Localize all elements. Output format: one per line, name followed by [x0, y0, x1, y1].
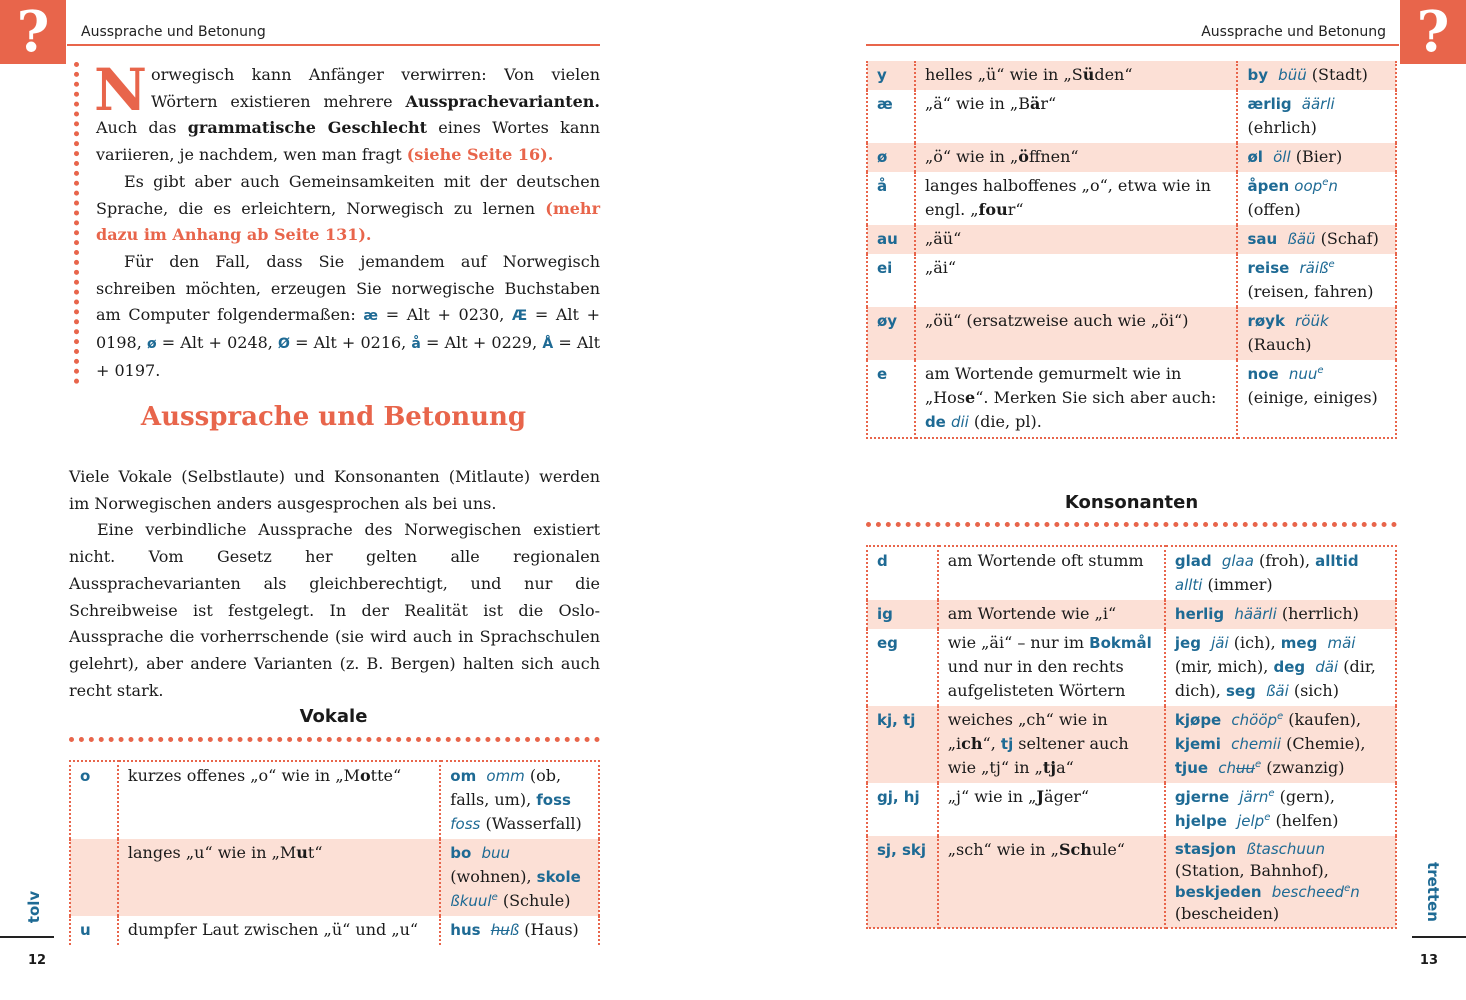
table-row	[867, 360, 1396, 438]
letter-cell: d	[867, 546, 938, 600]
table-row	[867, 172, 1396, 225]
example-cell: glad glaa (froh), alltid allti (immer)	[1165, 546, 1396, 600]
example-cell: øl öll (Bier)	[1237, 143, 1396, 172]
letter-cell: æ	[867, 90, 915, 143]
intro-box	[74, 56, 601, 384]
intro-text: Es gibt aber auch Gemeinsamkeiten mit der deutschen Sprache, die es erleichtern, Norwegisch zu lernen	[96, 171, 600, 218]
dotted-rule	[866, 522, 1397, 528]
page-reference: (mehr dazu im Anhang ab Seite 131).	[96, 198, 600, 245]
description-cell: langes „u“ wie in „Mut“	[118, 839, 440, 916]
intro-text: Für den Fall, dass Sie jemandem auf Norwegisch schreiben möchten, erzeugen Sie norwegische Buchstaben am Computer folgendermaßen:	[96, 251, 600, 325]
example-cell: stasjon ßtaschuun (Station, Bahnhof), beskjeden bescheed$^e$n (bescheiden)	[1165, 836, 1396, 928]
vowel-table	[69, 760, 600, 945]
description-cell: kurzes offenes „o“ wie in „Motte“	[118, 761, 440, 839]
letter-cell: kj, tj	[867, 706, 938, 783]
norwegian-letter: Å	[542, 336, 554, 353]
description-cell: „äi“	[915, 254, 1238, 307]
paragraph: Viele Vokale (Selbstlaute) und Konsonanten (Mitlaute) werden im Norwegischen anders ausgesprochen als bei uns.	[69, 467, 600, 513]
letter-cell: o	[70, 761, 118, 839]
header-rule	[67, 44, 600, 46]
table-row	[867, 254, 1396, 307]
description-cell: weiches „ch“ wie in „ich“, tj seltener auch wie „tj“ in „tja“	[938, 706, 1165, 783]
description-cell: langes halboffenes „o“, etwa wie in engl. „four“	[915, 172, 1238, 225]
description-cell: „j“ wie in „Jäger“	[938, 783, 1165, 836]
norwegian-letter: ø	[146, 336, 157, 353]
page-reference: (siehe Seite 16).	[406, 145, 554, 165]
letter-cell: ig	[867, 600, 938, 629]
example-cell: åpen oop$^e$n (offen)	[1237, 172, 1396, 225]
letter-cell: e	[867, 360, 915, 438]
example-cell: gjerne järn$^e$ (gern), hjelpe jelp$^e$ (helfen)	[1165, 783, 1396, 836]
page-word-right: tretten	[1424, 862, 1442, 922]
description-cell: „öü“ (ersatzweise auch wie „öi“)	[915, 307, 1238, 360]
letter-cell: å	[867, 172, 915, 225]
example-cell: herlig häärli (herrlich)	[1165, 600, 1396, 629]
alt-code: = Alt + 0198,	[96, 305, 601, 353]
description-cell: dumpfer Laut zwischen „ü“ und „u“	[118, 916, 440, 945]
letter-cell: sj, skj	[867, 836, 938, 928]
example-cell: hus huß (Haus)	[440, 916, 599, 945]
example-cell: reise räiß$^e$ (reisen, fahren)	[1237, 254, 1396, 307]
table-row	[867, 90, 1396, 143]
vokale-title: Vokale	[299, 706, 368, 727]
description-cell: „äü“	[915, 225, 1238, 254]
konsonanten-title: Konsonanten	[1064, 492, 1199, 513]
page-number-right: 13	[1419, 953, 1438, 968]
page-number-left: 12	[28, 953, 47, 968]
example-cell: bo buu (wohnen), skole ßkuul$^e$ (Schule)	[440, 839, 599, 916]
page-word-left: tolv	[25, 890, 43, 924]
question-icon: ?	[1400, 0, 1466, 64]
norwegian-letter: å	[411, 336, 421, 353]
norwegian-letter: Æ	[511, 308, 528, 325]
alt-code: = Alt + 0197.	[96, 333, 600, 380]
intro-text: eines Wortes kann variieren, je nachdem, wen man fragt	[96, 118, 600, 165]
description-cell: helles „ü“ wie in „Süden“	[915, 61, 1238, 90]
letter-cell: y	[867, 61, 915, 90]
table-row	[70, 916, 599, 945]
vowel-table-continued	[866, 61, 1397, 439]
footer-rule	[1412, 936, 1466, 938]
letter-cell: ø	[867, 143, 915, 172]
table-row	[867, 143, 1396, 172]
intro-bold: Aussprachevarianten.	[405, 91, 600, 111]
norwegian-letter: Ø	[278, 336, 290, 353]
letter-cell: u	[70, 916, 118, 945]
header-rule	[866, 44, 1399, 46]
running-head-left: Aussprache und Betonung	[81, 24, 266, 40]
intro-bold: grammatische Geschlecht	[187, 118, 427, 138]
example-cell: røyk röük (Rauch)	[1237, 307, 1396, 360]
running-head-right: Aussprache und Betonung	[1201, 24, 1386, 40]
letter-cell: eg	[867, 629, 938, 706]
table-row	[867, 836, 1396, 928]
letter-cell: ei	[867, 254, 915, 307]
letter-cell: gj, hj	[867, 783, 938, 836]
alt-code: = Alt + 0248,	[156, 333, 279, 353]
intro-text: Auch das	[96, 118, 188, 138]
example-cell: kjøpe chööp$^e$ (kaufen), kjemi chemii (Chemie), tjue chuu$^e$ (zwanzig)	[1165, 706, 1396, 783]
intro-text: orwegisch kann Anfänger verwirren: Von vielen Wörtern existieren mehrere	[151, 65, 600, 111]
drop-cap: N	[94, 56, 148, 124]
description-cell: am Wortende gemurmelt wie in „Hose“. Merken Sie sich aber auch: de dii (die, pl).	[915, 360, 1238, 438]
table-row	[867, 706, 1396, 783]
consonant-table	[866, 545, 1397, 929]
dotted-rule	[69, 737, 600, 743]
norwegian-letter: æ	[363, 308, 379, 325]
table-row	[70, 761, 599, 839]
example-cell: jeg jäi (ich), meg mäi (mir, mich), deg däi (dir, dich), seg ßäi (sich)	[1165, 629, 1396, 706]
example-cell: ærlig äärli (ehrlich)	[1237, 90, 1396, 143]
paragraph: Eine verbindliche Aussprache des Norwegischen existiert nicht. Vom Gesetz her gelten alle regionalen Aussprachevarianten als gleichberechtigt, und nur die Schreibweise ist festgelegt. In der Realität ist die Oslo-Aussprache die vorherrschende (sie wird auch in Sprachschulen gelehrt), aber andere Varianten (z. B. Bergen) halten sich auch recht stark.	[69, 520, 600, 700]
table-row	[867, 783, 1396, 836]
question-icon: ?	[0, 0, 66, 64]
table-row	[867, 307, 1396, 360]
table-row	[867, 600, 1396, 629]
example-cell: om omm (ob, falls, um), foss foss (Wasserfall)	[440, 761, 599, 839]
alt-code: = Alt + 0229,	[420, 333, 543, 353]
description-cell: am Wortende oft stumm	[938, 546, 1165, 600]
table-row	[867, 61, 1396, 90]
description-cell: „ä“ wie in „Bär“	[915, 90, 1238, 143]
example-cell: sau ßäü (Schaf)	[1237, 225, 1396, 254]
example-cell: noe nuu$^e$ (einige, einiges)	[1237, 360, 1396, 438]
letter-cell	[70, 839, 118, 916]
footer-rule	[0, 936, 54, 938]
description-cell: „ö“ wie in „öffnen“	[915, 143, 1238, 172]
letter-cell: øy	[867, 307, 915, 360]
body-text	[69, 464, 600, 704]
table-row	[867, 225, 1396, 254]
section-title: Aussprache und Betonung	[140, 402, 527, 432]
table-row	[867, 629, 1396, 706]
description-cell: wie „äi“ – nur im Bokmål und nur in den rechts aufgelisteten Wörtern	[938, 629, 1165, 706]
alt-code: = Alt + 0216,	[289, 333, 412, 353]
example-cell: by büü (Stadt)	[1237, 61, 1396, 90]
letter-cell: au	[867, 225, 915, 254]
description-cell: „sch“ wie in „Schule“	[938, 836, 1165, 928]
table-row	[70, 839, 599, 916]
table-row	[867, 546, 1396, 600]
alt-code: = Alt + 0230,	[378, 305, 512, 325]
description-cell: am Wortende wie „i“	[938, 600, 1165, 629]
